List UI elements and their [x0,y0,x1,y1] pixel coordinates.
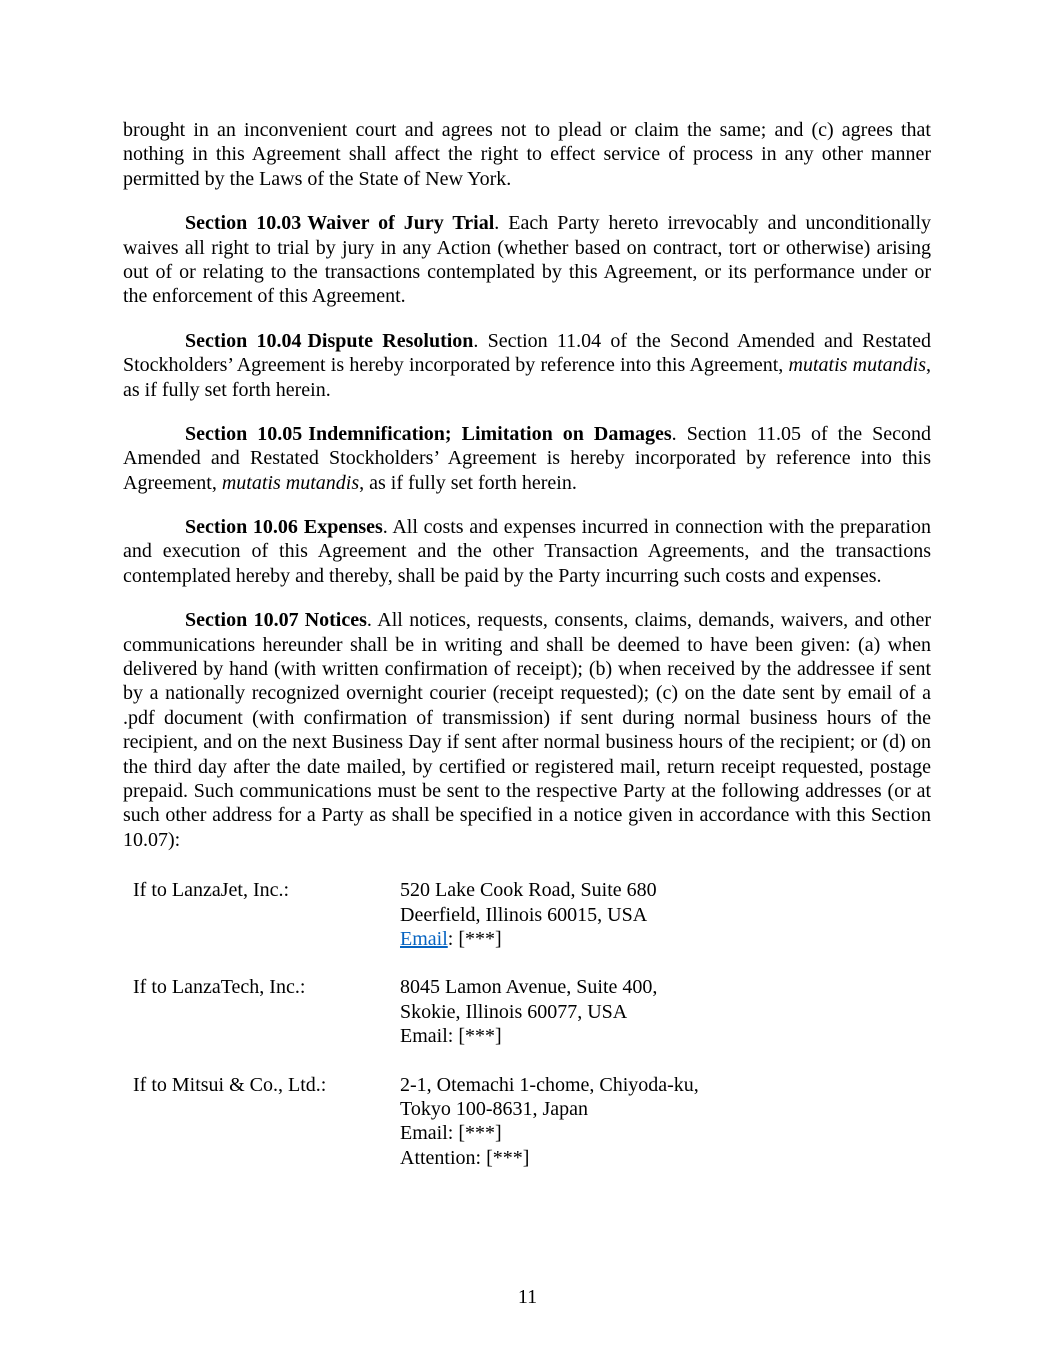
section-10-06-title: Expenses [303,516,383,539]
address-row-lanzajet [123,878,931,951]
address-row-lanzatech [123,975,931,1048]
section-10-05-body-post: , as if fully set forth herein. [359,471,577,494]
section-10-05-body-pre: . Section 11.05 of the Second Amended and Restated Stockholders’ Agreement is hereby incorporated by reference into this Agreement, [123,422,932,494]
section-10-04-latin-phrase: mutatis mutandis [788,354,926,377]
address-line: Attention: [***] [400,1146,530,1169]
notice-addresses [123,878,931,1170]
section-10-04-title: Dispute Resolution [307,329,474,352]
page-number: 11 [517,1285,538,1308]
address-line: Email: [***] [400,1122,502,1145]
address-line: Deerfield, Illinois 60015, USA [400,903,648,926]
email-link[interactable]: Email [400,927,448,950]
address-line: Email: [***] [400,1025,502,1048]
section-10-07-paragraph [123,608,931,852]
address-line-email [400,927,931,951]
section-10-04-body-post: , as if fully set forth herein. [123,354,931,401]
address-lines-lanzatech [400,975,931,1048]
party-label-mitsui: If to Mitsui & Co., Ltd.: [133,1073,327,1096]
section-10-03-label: Section 10.03 [185,212,302,235]
section-10-05-paragraph [123,422,931,495]
address-row-mitsui [123,1073,931,1171]
address-line: 520 Lake Cook Road, Suite 680 [400,879,657,902]
address-line: 8045 Lamon Avenue, Suite 400, [400,976,658,999]
section-10-03-title: Waiver of Jury Trial [307,212,495,235]
section-10-03-body: . Each Party hereto irrevocably and unconditionally waives all right to trial by jury in any Action (whether based on contract, tort or otherwise) arising out of or relating to the transactions contemplated by this Agreement, or its performance under or the enforcement of this Agreement. [123,212,932,308]
party-label-lanzajet: If to LanzaJet, Inc.: [133,879,290,902]
address-line: Skokie, Illinois 60077, USA [400,1000,628,1023]
address-lines-mitsui [400,1073,931,1171]
email-redaction: : [***] [447,927,502,950]
section-10-05-label: Section 10.05 [185,422,303,445]
section-10-05-latin-phrase: mutatis mutandis [221,471,360,494]
section-10-07-label: Section 10.07 [185,609,299,632]
party-label-lanzatech: If to LanzaTech, Inc.: [133,976,306,999]
continuation-paragraph: brought in an inconvenient court and agrees not to plead or claim the same; and (c) agrees that nothing in this Agreement shall affect the right to effect service of process in any other manner permitted by the Laws of the State of New York. [123,119,931,190]
section-10-07-title: Notices [304,609,367,632]
section-10-04-label: Section 10.04 [185,329,302,352]
section-10-06-body: . All costs and expenses incurred in connection with the preparation and execution of this Agreement and the other Transaction Agreements, and the transactions contemplated hereby and thereby, shall be paid by the Party incurring such costs and expenses. [123,516,932,587]
address-line: Tokyo 100-8631, Japan [400,1097,589,1120]
section-10-06-paragraph [123,515,931,588]
section-10-07-body: . All notices, requests, consents, claims, demands, waivers, and other communications hereunder shall be in writing and shall be deemed to have been given: (a) when delivered by hand (with written confirmation of receipt); (b) when received by the addressee if sent by a nationally recognized overnight courier (receipt requested); (c) on the date sent by email of a .pdf document (with confirmation of transmission) if sent during normal business hours of the recipient, and on the next Business Day if sent after normal business hours of the recipient; or (d) on the third day after the date mailed, by certified or registered mail, return receipt requested, postage prepaid. Such communications must be sent to the respective Party at the following addresses (or at such other address for a Party as shall be specified in a notice given in accordance with this Section 10.07): [123,609,931,851]
section-10-04-paragraph [123,329,931,402]
section-10-03-paragraph [123,211,931,309]
address-line: 2-1, Otemachi 1-chome, Chiyoda-ku, [400,1073,699,1096]
section-10-05-title: Indemnification; Limitation on Damages [308,422,672,445]
section-10-04-body-pre: . Section 11.04 of the Second Amended and Restated Stockholders’ Agreement is hereby incorporated by reference into this Agreement, [123,329,931,377]
address-lines-lanzajet [400,878,931,951]
section-10-06-label: Section 10.06 [185,516,298,539]
